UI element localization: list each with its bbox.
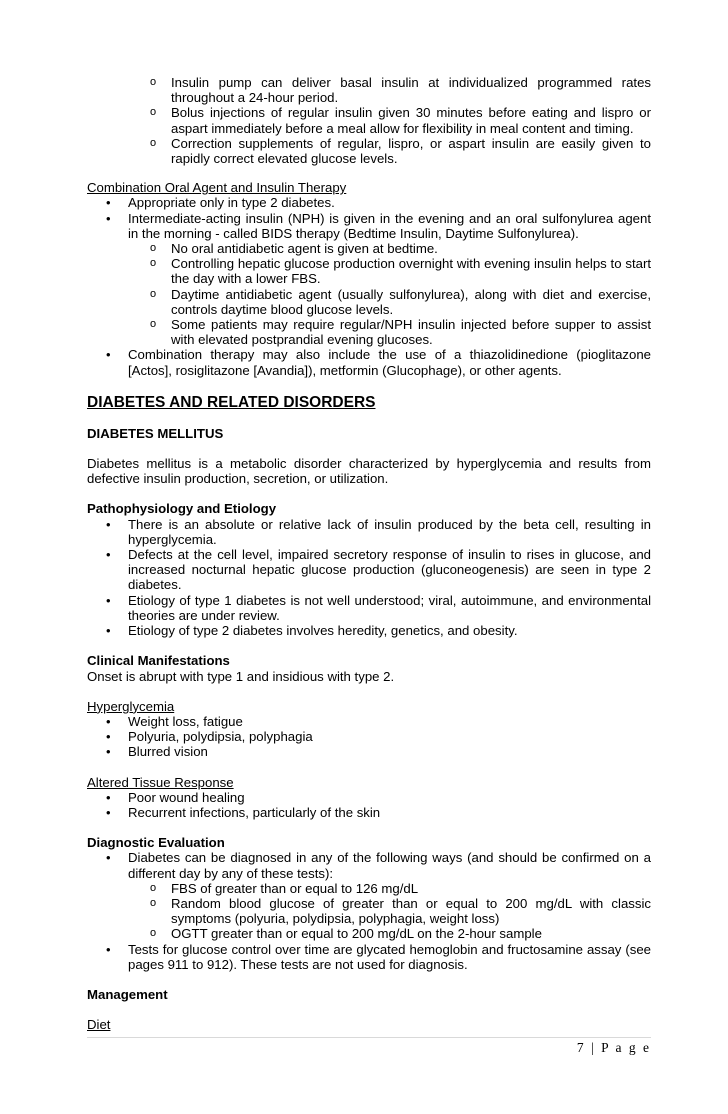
circle-bullet-icon: o (150, 136, 157, 149)
hyperglycemia-heading: Hyperglycemia (87, 698, 175, 714)
pathophysiology-heading: Pathophysiology and Etiology (87, 501, 277, 517)
diabetes-mellitus-title: DIABETES MELLITUS (87, 425, 224, 441)
footer-divider (87, 1037, 651, 1038)
bullet-icon: • (106, 941, 111, 957)
circle-bullet-icon: o (150, 287, 157, 300)
circle-bullet-icon: o (150, 242, 157, 255)
bullet-icon: • (106, 516, 111, 532)
list-item: • Etiology of type 2 diabetes involves heredity, genetics, and obesity. (106, 623, 518, 639)
list-item: • Weight loss, fatigue (106, 713, 243, 729)
bids-sublist (87, 241, 651, 347)
list-item: • There is an absolute or relative lack of insulin produced by the beta cell, resulting in hyperglycemia. (106, 516, 651, 547)
circle-bullet-icon: o (150, 318, 157, 331)
bullet-icon: • (106, 804, 111, 820)
bullet-icon: • (106, 623, 111, 639)
pathophysiology-list (87, 517, 651, 639)
bullet-icon: • (106, 347, 111, 363)
bullet-icon: • (106, 713, 111, 729)
bullet-icon: • (106, 592, 111, 608)
list-item: o Daytime antidiabetic agent (usually sulfonylurea), along with diet and exercise, controls daytime blood glucose levels. (150, 286, 651, 317)
combination-therapy-heading: Combination Oral Agent and Insulin Therapy (87, 180, 347, 196)
insulin-delivery-list (87, 75, 651, 166)
list-item: • Tests for glucose control over time are glycated hemoglobin and fructosamine assay (see pages 911 to 912). These tests are not used for diagnosis. (106, 941, 651, 972)
list-item: • Polyuria, polydipsia, polyphagia (106, 729, 313, 745)
list-item: • Etiology of type 1 diabetes is not well understood; viral, autoimmune, and environmental theories are under review. (106, 592, 651, 623)
list-item: o Controlling hepatic glucose production overnight with evening insulin helps to start the day with a lower FBS. (150, 256, 651, 287)
circle-bullet-icon: o (150, 896, 157, 909)
diet-heading: Diet (87, 1017, 111, 1033)
page-number: 7 | P a g e (576, 1040, 651, 1055)
list-item: • Recurrent infections, particularly of the skin (106, 804, 381, 820)
combination-therapy-list (87, 195, 651, 377)
list-item: o OGTT greater than or equal to 200 mg/dL on the 2-hour sample (150, 926, 542, 942)
list-item: • Intermediate-acting insulin (NPH) is given in the evening and an oral sulfonylurea agent in the morning - called BIDS therapy (Bedtime Insulin, Daytime Sulfonylurea). o No oral antidiabetic agent is given at bedtime. o Controlling hepatic glucose production overnight with evening insulin helps to start the day with a lower FBS. o Daytime antidiabetic agent (usually sulfonylurea), along with diet and exercise, controls daytime blood glucose levels. o Some patients may require regular/NPH insulin injected before supper to assist with elevated postprandial evening glucoses. (87, 211, 651, 348)
clinical-manifestations-heading: Clinical Manifestations (87, 653, 230, 669)
diagnostic-evaluation-heading: Diagnostic Evaluation (87, 835, 225, 851)
list-item: o Some patients may require regular/NPH insulin injected before supper to assist with elevated postprandial evening glucoses. (150, 317, 651, 348)
bullet-icon: • (106, 744, 111, 760)
circle-bullet-icon: o (150, 257, 157, 270)
bullet-icon: • (106, 195, 111, 211)
diagnostic-tests-sublist (87, 881, 651, 942)
onset-text: Onset is abrupt with type 1 and insidious with type 2. (87, 668, 395, 684)
diagnostic-list (87, 850, 651, 972)
bullet-icon: • (106, 789, 111, 805)
bullet-icon: • (106, 210, 111, 226)
section-title: DIABETES AND RELATED DISORDERS (87, 393, 376, 411)
list-item: o Correction supplements of regular, lispro, or aspart insulin are easily given to rapidly correct elevated glucose levels. (150, 135, 651, 167)
circle-bullet-icon: o (150, 881, 157, 894)
management-heading: Management (87, 986, 168, 1002)
list-item: o FBS of greater than or equal to 126 mg/dL (150, 880, 419, 896)
list-item: o Insulin pump can deliver basal insulin at individualized programmed rates throughout a 24-hour period. (150, 75, 651, 106)
circle-bullet-icon: o (150, 927, 157, 940)
list-item: • Poor wound healing (106, 789, 245, 805)
list-item: • Combination therapy may also include the use of a thiazolidinedione (pioglitazone [Actos], rosiglitazone [Avandia]), metformin (Glucophage), or other agents. (106, 347, 651, 378)
diabetes-definition: Diabetes mellitus is a metabolic disorder characterized by hyperglycemia and results from defective insulin production, secretion, or utilization. (87, 456, 651, 487)
list-item: • Defects at the cell level, impaired secretory response of insulin to rises in glucose, and increased nocturnal hepatic glucose production (gluconeogenesis) are seen in type 2 diabetes. (106, 547, 651, 593)
altered-tissue-heading: Altered Tissue Response (87, 774, 234, 790)
document-page (87, 75, 651, 1032)
bullet-icon: • (106, 547, 111, 563)
list-item: • Appropriate only in type 2 diabetes. (106, 195, 335, 211)
list-item: o No oral antidiabetic agent is given at bedtime. (150, 241, 438, 257)
list-item: • Diabetes can be diagnosed in any of the following ways (and should be confirmed on a different day by any of these tests): o FBS of greater than or equal to 126 mg/dL o Random blood glucose of greater than or equal to 200 mg/dL with classic symptoms (polyuria, polydipsia, polyphagia, weight loss) o OGTT greater than or equal to 200 mg/dL on the 2-hour sample (87, 850, 651, 941)
list-item: o Bolus injections of regular insulin given 30 minutes before eating and lispro or aspart immediately before a meal allow for flexibility in meal content and timing. (150, 105, 651, 136)
circle-bullet-icon: o (150, 106, 157, 119)
list-item: • Blurred vision (106, 744, 208, 760)
bullet-icon: • (106, 729, 111, 745)
list-item: o Random blood glucose of greater than or equal to 200 mg/dL with classic symptoms (polyuria, polydipsia, polyphagia, weight loss) (150, 895, 651, 927)
circle-bullet-icon: o (150, 76, 157, 88)
bullet-icon: • (106, 850, 111, 866)
altered-tissue-list (87, 790, 651, 820)
hyperglycemia-list (87, 714, 651, 760)
